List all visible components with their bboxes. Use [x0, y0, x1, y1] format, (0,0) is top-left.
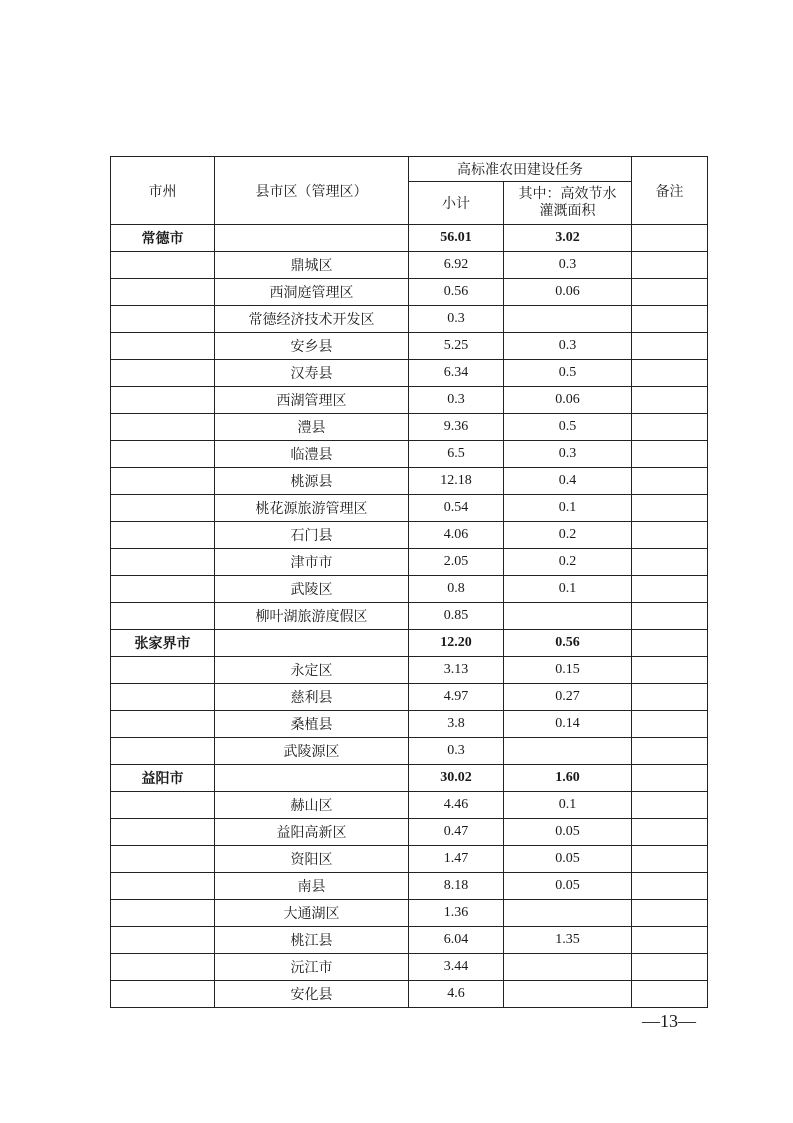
cell-subtotal: 12.18: [409, 468, 504, 495]
cell-subtotal: 3.44: [409, 954, 504, 981]
cell-subtotal: 1.47: [409, 846, 504, 873]
cell-note: [632, 765, 708, 792]
cell-city: [111, 684, 215, 711]
cell-note: [632, 333, 708, 360]
cell-subtotal: 6.5: [409, 441, 504, 468]
table-row: [111, 819, 708, 846]
cell-note: [632, 279, 708, 306]
cell-note: [632, 495, 708, 522]
cell-city: [111, 576, 215, 603]
cell-irrigation: 0.14: [504, 711, 632, 738]
cell-note: [632, 441, 708, 468]
cell-city: [111, 360, 215, 387]
cell-subtotal: 6.04: [409, 927, 504, 954]
cell-county: 永定区: [215, 657, 409, 684]
cell-county: 鼎城区: [215, 252, 409, 279]
cell-irrigation: [504, 954, 632, 981]
cell-irrigation: 0.3: [504, 252, 632, 279]
cell-irrigation: 0.06: [504, 279, 632, 306]
cell-note: [632, 225, 708, 252]
cell-irrigation: 1.60: [504, 765, 632, 792]
cell-county: 安化县: [215, 981, 409, 1008]
cell-irrigation: 0.5: [504, 414, 632, 441]
cell-note: [632, 954, 708, 981]
table-row: [111, 576, 708, 603]
table-row: [111, 333, 708, 360]
header-county: 县市区（管理区）: [215, 157, 409, 225]
table-row: [111, 981, 708, 1008]
cell-city: [111, 414, 215, 441]
cell-note: [632, 252, 708, 279]
cell-subtotal: 0.56: [409, 279, 504, 306]
cell-county: [215, 765, 409, 792]
cell-irrigation: 0.05: [504, 846, 632, 873]
cell-subtotal: 0.54: [409, 495, 504, 522]
cell-county: 石门县: [215, 522, 409, 549]
cell-note: [632, 603, 708, 630]
cell-city: [111, 792, 215, 819]
cell-city: [111, 333, 215, 360]
header-task-group: 高标准农田建设任务: [409, 157, 632, 182]
cell-irrigation: 0.2: [504, 522, 632, 549]
cell-city: [111, 954, 215, 981]
cell-subtotal: 4.6: [409, 981, 504, 1008]
cell-irrigation: 1.35: [504, 927, 632, 954]
cell-city: [111, 468, 215, 495]
cell-irrigation: 0.2: [504, 549, 632, 576]
header-row-1: [111, 157, 708, 182]
table-row: [111, 549, 708, 576]
cell-city: [111, 819, 215, 846]
cell-city: 益阳市: [111, 765, 215, 792]
table-row: [111, 468, 708, 495]
cell-subtotal: 8.18: [409, 873, 504, 900]
cell-note: [632, 900, 708, 927]
cell-note: [632, 819, 708, 846]
cell-irrigation: 0.1: [504, 495, 632, 522]
cell-subtotal: 3.8: [409, 711, 504, 738]
table-row: [111, 495, 708, 522]
cell-subtotal: 0.47: [409, 819, 504, 846]
cell-note: [632, 630, 708, 657]
cell-note: [632, 846, 708, 873]
cell-county: [215, 225, 409, 252]
cell-city: [111, 900, 215, 927]
cell-city: [111, 981, 215, 1008]
cell-note: [632, 576, 708, 603]
cell-irrigation: 0.05: [504, 873, 632, 900]
cell-subtotal: 6.92: [409, 252, 504, 279]
cell-county: 武陵源区: [215, 738, 409, 765]
table-body: [111, 157, 708, 1008]
cell-irrigation: 0.27: [504, 684, 632, 711]
cell-note: [632, 468, 708, 495]
cell-note: [632, 711, 708, 738]
cell-note: [632, 306, 708, 333]
cell-county: 柳叶湖旅游度假区: [215, 603, 409, 630]
cell-irrigation: 0.3: [504, 333, 632, 360]
table-row: [111, 954, 708, 981]
table-row: [111, 522, 708, 549]
cell-note: [632, 549, 708, 576]
cell-city: [111, 603, 215, 630]
cell-county: 赫山区: [215, 792, 409, 819]
cell-irrigation: 0.5: [504, 360, 632, 387]
cell-irrigation: 0.3: [504, 441, 632, 468]
table-row: [111, 792, 708, 819]
table-row: [111, 765, 708, 792]
cell-irrigation: 0.05: [504, 819, 632, 846]
cell-note: [632, 522, 708, 549]
cell-county: [215, 630, 409, 657]
cell-county: 沅江市: [215, 954, 409, 981]
cell-subtotal: 5.25: [409, 333, 504, 360]
cell-city: [111, 522, 215, 549]
cell-city: [111, 441, 215, 468]
header-city: 市州: [111, 157, 215, 225]
cell-county: 安乡县: [215, 333, 409, 360]
cell-subtotal: 9.36: [409, 414, 504, 441]
cell-note: [632, 792, 708, 819]
table-row: [111, 414, 708, 441]
cell-subtotal: 0.3: [409, 387, 504, 414]
cell-irrigation: [504, 981, 632, 1008]
cell-irrigation: 0.4: [504, 468, 632, 495]
table-row: [111, 603, 708, 630]
cell-county: 西湖管理区: [215, 387, 409, 414]
cell-city: 张家界市: [111, 630, 215, 657]
cell-subtotal: 0.3: [409, 306, 504, 333]
farmland-task-table: [110, 156, 708, 1008]
cell-county: 大通湖区: [215, 900, 409, 927]
cell-county: 慈利县: [215, 684, 409, 711]
cell-county: 临澧县: [215, 441, 409, 468]
cell-irrigation: [504, 738, 632, 765]
cell-subtotal: 12.20: [409, 630, 504, 657]
cell-subtotal: 0.8: [409, 576, 504, 603]
header-subtotal: 小计: [409, 182, 504, 225]
cell-subtotal: 30.02: [409, 765, 504, 792]
cell-city: [111, 306, 215, 333]
cell-county: 津市市: [215, 549, 409, 576]
cell-irrigation: 0.06: [504, 387, 632, 414]
cell-subtotal: 1.36: [409, 900, 504, 927]
cell-city: [111, 549, 215, 576]
cell-subtotal: 4.97: [409, 684, 504, 711]
cell-county: 桑植县: [215, 711, 409, 738]
cell-county: 桃花源旅游管理区: [215, 495, 409, 522]
cell-note: [632, 387, 708, 414]
cell-county: 常德经济技术开发区: [215, 306, 409, 333]
table-row: [111, 711, 708, 738]
header-irrigation-line1: 其中：高效节水: [518, 186, 617, 202]
table-row: [111, 846, 708, 873]
cell-city: [111, 495, 215, 522]
cell-city: [111, 279, 215, 306]
cell-irrigation: 3.02: [504, 225, 632, 252]
header-irrigation: [504, 182, 632, 225]
cell-city: [111, 657, 215, 684]
cell-county: 桃江县: [215, 927, 409, 954]
cell-irrigation: 0.1: [504, 792, 632, 819]
cell-irrigation: [504, 900, 632, 927]
cell-subtotal: 4.46: [409, 792, 504, 819]
table-row: [111, 630, 708, 657]
table-row: [111, 657, 708, 684]
table-row: [111, 225, 708, 252]
cell-city: [111, 738, 215, 765]
cell-subtotal: 0.85: [409, 603, 504, 630]
cell-county: 武陵区: [215, 576, 409, 603]
cell-county: 桃源县: [215, 468, 409, 495]
cell-city: [111, 387, 215, 414]
table-row: [111, 252, 708, 279]
table-row: [111, 387, 708, 414]
cell-subtotal: 2.05: [409, 549, 504, 576]
table-row: [111, 927, 708, 954]
cell-county: 南县: [215, 873, 409, 900]
cell-city: [111, 252, 215, 279]
cell-subtotal: 3.13: [409, 657, 504, 684]
cell-note: [632, 927, 708, 954]
cell-note: [632, 738, 708, 765]
table-row: [111, 738, 708, 765]
cell-irrigation: 0.1: [504, 576, 632, 603]
cell-note: [632, 873, 708, 900]
header-irrigation-line2: 灌溉面积: [539, 203, 596, 219]
cell-city: 常德市: [111, 225, 215, 252]
cell-county: 汉寿县: [215, 360, 409, 387]
cell-subtotal: 4.06: [409, 522, 504, 549]
cell-subtotal: 56.01: [409, 225, 504, 252]
cell-irrigation: 0.15: [504, 657, 632, 684]
cell-county: 澧县: [215, 414, 409, 441]
cell-irrigation: [504, 603, 632, 630]
table-row: [111, 360, 708, 387]
cell-subtotal: 0.3: [409, 738, 504, 765]
cell-city: [111, 873, 215, 900]
table-row: [111, 684, 708, 711]
table-row: [111, 306, 708, 333]
cell-county: 西洞庭管理区: [215, 279, 409, 306]
header-note: 备注: [632, 157, 708, 225]
cell-county: 资阳区: [215, 846, 409, 873]
table-row: [111, 441, 708, 468]
cell-note: [632, 657, 708, 684]
page-number: —13—: [642, 1011, 696, 1031]
table-row: [111, 279, 708, 306]
cell-note: [632, 414, 708, 441]
cell-county: 益阳高新区: [215, 819, 409, 846]
cell-note: [632, 981, 708, 1008]
cell-irrigation: 0.56: [504, 630, 632, 657]
table-row: [111, 900, 708, 927]
cell-note: [632, 360, 708, 387]
table-row: [111, 873, 708, 900]
cell-city: [111, 927, 215, 954]
cell-city: [111, 711, 215, 738]
cell-subtotal: 6.34: [409, 360, 504, 387]
cell-irrigation: [504, 306, 632, 333]
cell-city: [111, 846, 215, 873]
cell-note: [632, 684, 708, 711]
